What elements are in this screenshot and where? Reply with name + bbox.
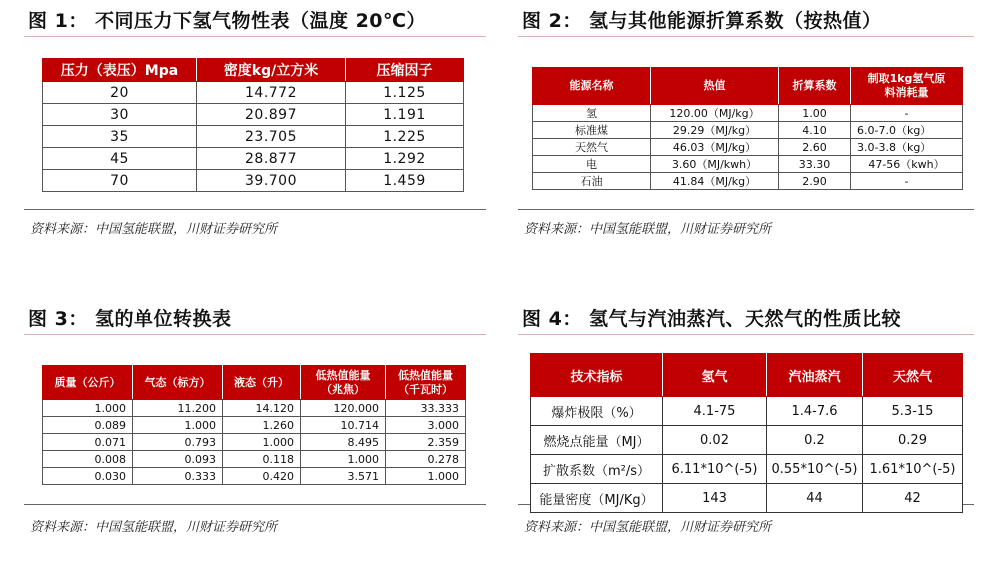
table-cell: 45 — [43, 148, 197, 170]
table-row — [43, 468, 466, 485]
figure-2-source: 资料来源：中国氢能联盟，川财证券研究所 — [524, 222, 772, 237]
table-cell: 0.02 — [663, 426, 767, 455]
header-cell: 热值 — [651, 68, 779, 105]
table-cell: 0.030 — [43, 468, 133, 485]
table-cell: 120.000 — [301, 400, 386, 417]
table-cell: 33.333 — [386, 400, 466, 417]
table-cell: 143 — [663, 484, 767, 513]
table-cell: 10.714 — [301, 417, 386, 434]
table-cell: 11.200 — [133, 400, 223, 417]
table-cell: 23.705 — [197, 126, 346, 148]
figure-2-divider — [518, 209, 974, 210]
table-cell: 0.2 — [767, 426, 863, 455]
table-row — [43, 82, 464, 104]
table-cell: 29.29（MJ/kg） — [651, 122, 779, 139]
table-row — [531, 426, 963, 455]
table-cell: 42 — [863, 484, 963, 513]
table-cell: 燃烧点能量（MJ） — [531, 426, 663, 455]
table-cell: 氢 — [533, 105, 651, 122]
table-cell: 0.55*10^(-5) — [767, 455, 863, 484]
table-header-row — [43, 59, 464, 82]
header-cell: 氢气 — [663, 354, 767, 397]
table-cell: 石油 — [533, 173, 651, 190]
table-cell: - — [851, 105, 963, 122]
figure-4-table — [530, 353, 963, 513]
table-cell: 33.30 — [779, 156, 851, 173]
table-cell: 6.11*10^(-5) — [663, 455, 767, 484]
table-row — [43, 126, 464, 148]
table-cell: 5.3-15 — [863, 397, 963, 426]
table-cell: 120.00（MJ/kg） — [651, 105, 779, 122]
table-cell: 6.0-7.0（kg） — [851, 122, 963, 139]
table-cell: 20.897 — [197, 104, 346, 126]
table-row — [43, 104, 464, 126]
header-cell: 制取1kg氢气原料消耗量 — [851, 68, 963, 105]
table-cell: 1.459 — [346, 170, 464, 192]
table-cell: 0.089 — [43, 417, 133, 434]
table-cell: 2.60 — [779, 139, 851, 156]
header-cell: 压力（表压）Mpa — [43, 59, 197, 82]
table-row — [43, 451, 466, 468]
table-row — [533, 105, 963, 122]
table-cell: 1.000 — [301, 451, 386, 468]
header-cell: 低热值能量（兆焦） — [301, 366, 386, 400]
header-cell: 技术指标 — [531, 354, 663, 397]
table-header-row — [43, 366, 466, 400]
table-cell: 0.29 — [863, 426, 963, 455]
table-row — [531, 397, 963, 426]
table-cell: 1.00 — [779, 105, 851, 122]
table-row — [531, 484, 963, 513]
table-cell: 1.000 — [43, 400, 133, 417]
table-cell: 20 — [43, 82, 197, 104]
figure-1-source: 资料来源：中国氢能联盟，川财证券研究所 — [30, 222, 278, 237]
table-cell: 0.071 — [43, 434, 133, 451]
table-cell: 0.333 — [133, 468, 223, 485]
table-row — [533, 156, 963, 173]
table-cell: 1.292 — [346, 148, 464, 170]
table-cell: 1.4-7.6 — [767, 397, 863, 426]
table-cell: 1.000 — [223, 434, 301, 451]
figure-2-title: 图 2： 氢与其他能源折算系数（按热值） — [518, 6, 974, 37]
table-cell: 46.03（MJ/kg） — [651, 139, 779, 156]
table-header-row — [533, 68, 963, 105]
table-cell: 1.225 — [346, 126, 464, 148]
table-cell: 14.772 — [197, 82, 346, 104]
table-row — [531, 455, 963, 484]
figure-3-source: 资料来源：中国氢能联盟，川财证券研究所 — [30, 520, 278, 535]
table-cell: 标准煤 — [533, 122, 651, 139]
header-cell: 天然气 — [863, 354, 963, 397]
figure-3-title: 图 3： 氢的单位转换表 — [24, 304, 486, 335]
table-cell: 爆炸极限（%） — [531, 397, 663, 426]
table-cell: 1.000 — [133, 417, 223, 434]
table-cell: 41.84（MJ/kg） — [651, 173, 779, 190]
table-cell: 3.571 — [301, 468, 386, 485]
table-cell: 1.191 — [346, 104, 464, 126]
table-cell: 能量密度（MJ/Kg） — [531, 484, 663, 513]
table-row — [533, 139, 963, 156]
table-cell: 0.093 — [133, 451, 223, 468]
table-cell: 47-56（kwh） — [851, 156, 963, 173]
table-cell: 1.61*10^(-5) — [863, 455, 963, 484]
table-cell: 4.10 — [779, 122, 851, 139]
header-cell: 液态（升） — [223, 366, 301, 400]
table-cell: 3.0-3.8（kg） — [851, 139, 963, 156]
table-row — [43, 170, 464, 192]
table-cell: 44 — [767, 484, 863, 513]
table-cell: 1.260 — [223, 417, 301, 434]
figure-1-divider — [24, 209, 486, 210]
table-cell: 8.495 — [301, 434, 386, 451]
table-row — [43, 434, 466, 451]
table-row — [43, 400, 466, 417]
table-cell: 1.125 — [346, 82, 464, 104]
table-cell: 3.60（MJ/kwh） — [651, 156, 779, 173]
table-cell: 35 — [43, 126, 197, 148]
header-cell: 压缩因子 — [346, 59, 464, 82]
table-cell: 天然气 — [533, 139, 651, 156]
table-row — [43, 148, 464, 170]
table-cell: 1.000 — [386, 468, 466, 485]
table-cell: 30 — [43, 104, 197, 126]
table-cell: 0.008 — [43, 451, 133, 468]
figure-3-table — [42, 365, 466, 485]
figure-3-divider — [24, 504, 486, 505]
table-cell: 0.118 — [223, 451, 301, 468]
figure-4-title: 图 4： 氢气与汽油蒸汽、天然气的性质比较 — [518, 304, 974, 335]
figure-2-table — [532, 67, 963, 190]
table-row — [533, 122, 963, 139]
table-cell: 4.1-75 — [663, 397, 767, 426]
header-cell: 气态（标方） — [133, 366, 223, 400]
table-cell: 70 — [43, 170, 197, 192]
table-cell: 0.278 — [386, 451, 466, 468]
table-row — [43, 417, 466, 434]
table-cell: 28.877 — [197, 148, 346, 170]
table-cell: 扩散系数（m²/s） — [531, 455, 663, 484]
table-cell: 3.000 — [386, 417, 466, 434]
header-cell: 折算系数 — [779, 68, 851, 105]
table-header-row — [531, 354, 963, 397]
table-cell: 0.420 — [223, 468, 301, 485]
figure-1-table — [42, 58, 464, 192]
table-cell: 0.793 — [133, 434, 223, 451]
table-cell: 电 — [533, 156, 651, 173]
table-cell: 39.700 — [197, 170, 346, 192]
table-cell: 2.90 — [779, 173, 851, 190]
header-cell: 质量（公斤） — [43, 366, 133, 400]
header-cell: 能源名称 — [533, 68, 651, 105]
header-cell: 低热值能量（千瓦时） — [386, 366, 466, 400]
figure-1-title: 图 1： 不同压力下氢气物性表（温度 20℃） — [24, 6, 486, 37]
figure-4-source: 资料来源：中国氢能联盟，川财证券研究所 — [524, 520, 772, 535]
table-cell: 14.120 — [223, 400, 301, 417]
table-row — [533, 173, 963, 190]
table-cell: - — [851, 173, 963, 190]
table-cell: 2.359 — [386, 434, 466, 451]
header-cell: 密度kg/立方米 — [197, 59, 346, 82]
header-cell: 汽油蒸汽 — [767, 354, 863, 397]
